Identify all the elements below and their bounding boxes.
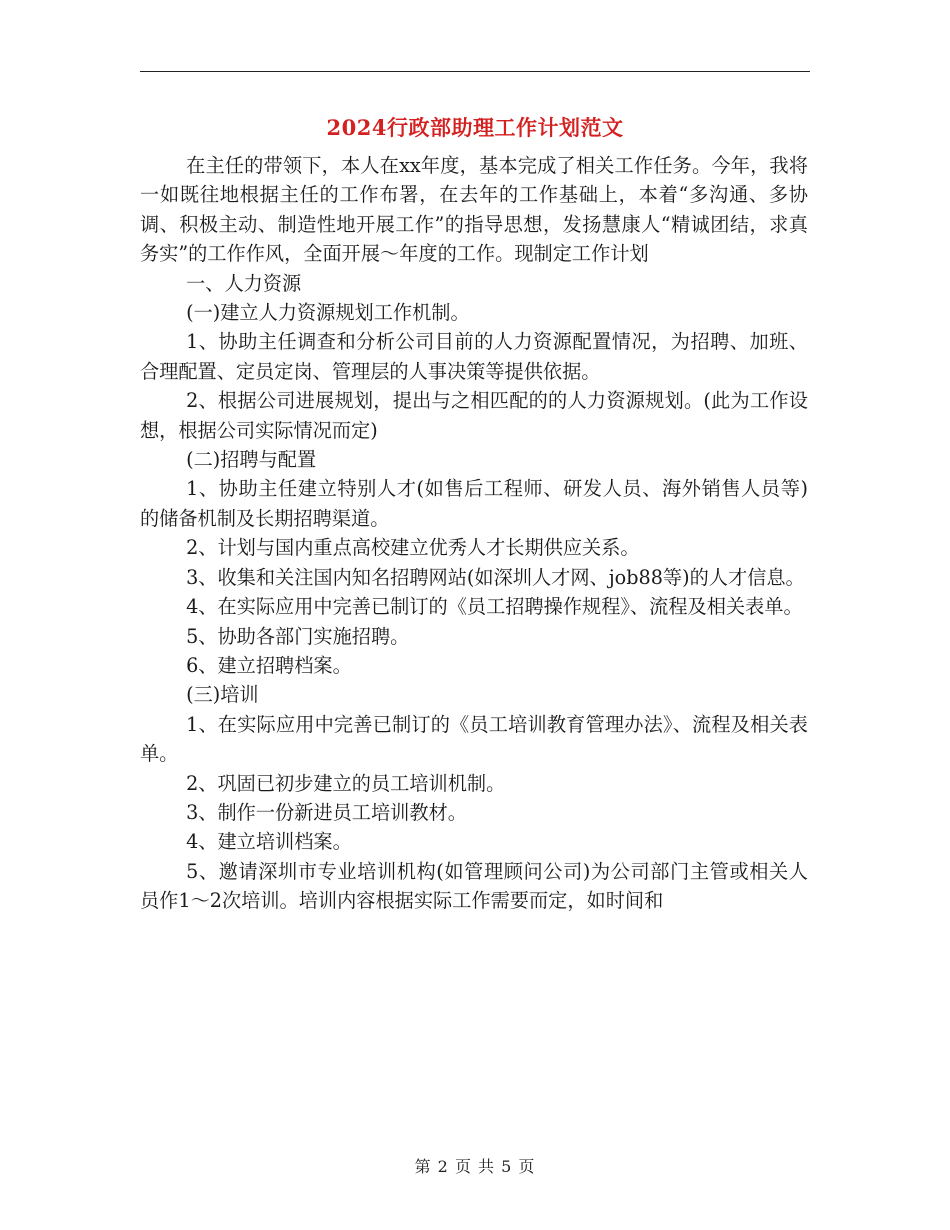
page-number-footer: 第 2 页 共 5 页 [414,1157,536,1176]
paragraph: 5、协助各部门实施招聘。 [186,624,410,648]
paragraph: 2、根据公司进展规划，提出与之相匹配的的人力资源规划。(此为工作设想，根据公司实际情况而定) [140,389,808,442]
paragraph: 1、协助主任调查和分析公司目前的人力资源配置情况，为招聘、加班、合理配置、定员定岗、管理层的人事决策等提供依据。 [140,330,808,383]
paragraph: 3、收集和关注国内知名招聘网站(如深圳人才网、job88等)的人才信息。 [186,565,805,589]
paragraph: 2、计划与国内重点高校建立优秀人才长期供应关系。 [186,536,640,560]
document-body [140,151,808,916]
paragraph: 一、人力资源 [186,271,302,295]
paragraph: (三)培训 [186,683,259,707]
paragraph: 5、邀请深圳市专业培训机构(如管理顾问公司)为公司部门主管或相关人员作1～2次培训。培训内容根据实际工作需要而定，如时间和 [140,859,808,913]
document-title: 2024行政部助理工作计划范文 [326,115,624,140]
paragraph: 在主任的带领下，本人在xx年度，基本完成了相关工作任务。今年，我将一如既往地根据主任的工作布署，在去年的工作基础上，本着“多沟通、多协调、积极主动、制造性地开展工作”的指导思想，发扬慧康人“精诚团结，求真务实”的工作作风，全面开展～年度的工作。现制定工作计划 [140,154,808,266]
paragraph: 4、在实际应用中完善已制订的《员工招聘操作规程》、流程及相关表单。 [186,595,803,619]
paragraph: (二)招聘与配置 [186,448,317,472]
paragraph: 3、制作一份新进员工培训教材。 [186,800,467,824]
paragraph: 1、协助主任建立特别人才(如售后工程师、研发人员、海外销售人员等)的储备机制及长期招聘渠道。 [140,477,808,530]
paragraph: 2、巩固已初步建立的员工培训机制。 [186,771,506,795]
paragraph: 4、建立培训档案。 [186,830,352,854]
paragraph: 6、建立招聘档案。 [186,653,352,677]
paragraph: (一)建立人力资源规划工作机制。 [186,301,470,325]
header-rule [140,71,810,72]
paragraph: 1、在实际应用中完善已制订的《员工培训教育管理办法》、流程及相关表单。 [140,712,808,766]
